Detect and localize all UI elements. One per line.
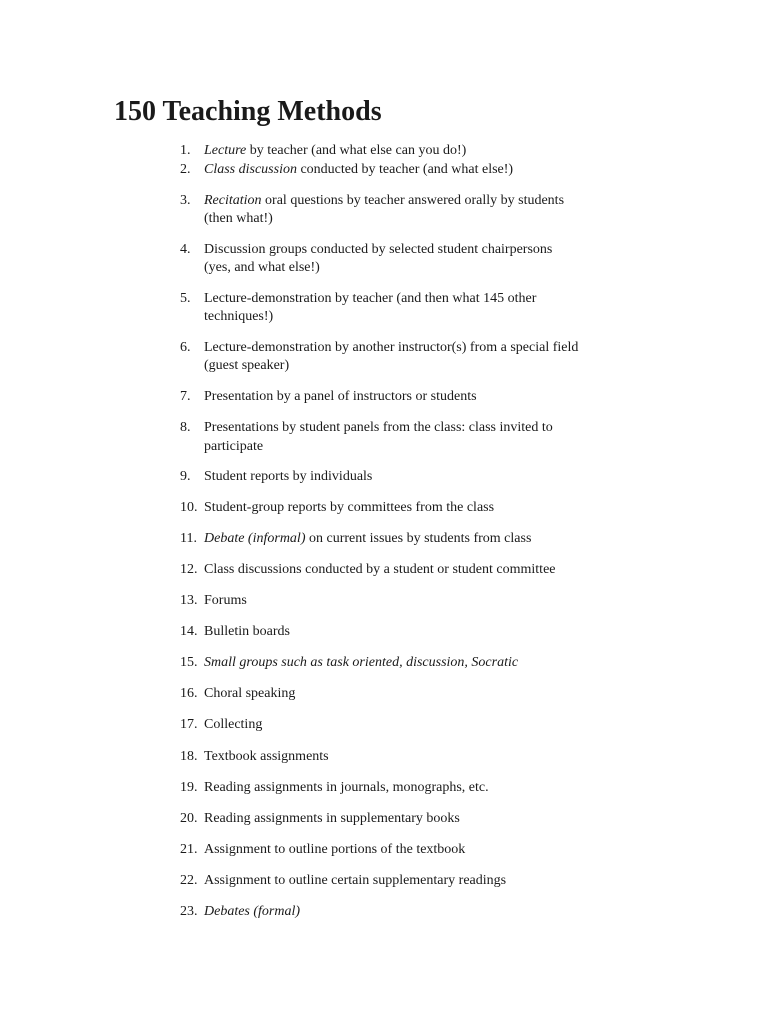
list-item bbox=[180, 161, 580, 180]
item-number: 6. bbox=[180, 339, 191, 355]
item-number: 23. bbox=[180, 903, 198, 919]
item-text: Choral speaking bbox=[204, 686, 296, 702]
list-item bbox=[180, 623, 580, 642]
item-text: Reading assignments in journals, monographs, etc. bbox=[204, 779, 489, 795]
item-text: Assignment to outline certain supplementary readings bbox=[204, 872, 507, 888]
item-number: 8. bbox=[180, 420, 191, 436]
list-item bbox=[180, 841, 580, 860]
list-item bbox=[180, 388, 580, 407]
item-number: 14. bbox=[180, 624, 198, 640]
item-emphasis: Small groups such as task oriented, discussion, Socratic bbox=[204, 655, 519, 671]
item-number: 13. bbox=[180, 593, 198, 609]
list-item bbox=[180, 290, 580, 327]
item-text: Class discussions conducted by a student or student committee bbox=[204, 562, 556, 578]
list-item bbox=[180, 561, 580, 580]
item-text: Student-group reports by committees from the class bbox=[204, 500, 495, 516]
teaching-methods-list bbox=[180, 142, 580, 934]
item-number: 20. bbox=[180, 810, 198, 826]
item-text: oral questions by teacher answered orally by students (then what!) bbox=[204, 192, 565, 227]
list-item bbox=[180, 192, 580, 229]
item-emphasis: Debate (informal) bbox=[204, 531, 306, 547]
item-number: 9. bbox=[180, 469, 191, 485]
item-emphasis: Recitation bbox=[204, 192, 262, 208]
item-text: Discussion groups conducted by selected student chairpersons (yes, and what else!) bbox=[204, 241, 553, 276]
item-text: Presentation by a panel of instructors or students bbox=[204, 388, 477, 404]
list-item bbox=[180, 685, 580, 704]
item-number: 4. bbox=[180, 241, 191, 257]
list-item bbox=[180, 716, 580, 735]
list-item bbox=[180, 810, 580, 829]
list-item bbox=[180, 654, 580, 673]
item-number: 1. bbox=[180, 143, 191, 158]
item-emphasis: Debates (formal) bbox=[204, 903, 301, 919]
item-number: 7. bbox=[180, 388, 191, 404]
item-number: 10. bbox=[180, 500, 198, 516]
list-item bbox=[180, 592, 580, 611]
item-number: 5. bbox=[180, 290, 191, 306]
item-text: Reading assignments in supplementary books bbox=[204, 810, 460, 826]
list-item bbox=[180, 779, 580, 798]
list-item bbox=[180, 339, 580, 376]
list-item bbox=[180, 872, 580, 891]
item-number: 11. bbox=[180, 531, 197, 547]
list-item bbox=[180, 530, 580, 549]
item-text: Textbook assignments bbox=[204, 748, 329, 764]
document-title: 150 Teaching Methods bbox=[114, 96, 382, 127]
list-item bbox=[180, 241, 580, 278]
list-item bbox=[180, 903, 580, 922]
item-text: on current issues by students from class bbox=[305, 531, 532, 547]
item-text: by teacher (and what else can you do!) bbox=[246, 143, 467, 158]
item-text: Forums bbox=[204, 593, 247, 609]
item-number: 3. bbox=[180, 192, 191, 208]
item-number: 16. bbox=[180, 686, 198, 702]
item-emphasis: Lecture bbox=[204, 143, 247, 158]
item-text: conducted by teacher (and what else!) bbox=[296, 161, 514, 177]
item-text: Student reports by individuals bbox=[204, 469, 373, 485]
item-text: Presentations by student panels from the class: class invited to participate bbox=[204, 420, 553, 454]
item-number: 2. bbox=[180, 161, 191, 177]
item-number: 17. bbox=[180, 717, 198, 733]
item-text: Lecture-demonstration by another instructor(s) from a special field (guest speaker) bbox=[204, 339, 579, 374]
list-item bbox=[180, 419, 580, 456]
item-text: Lecture-demonstration by teacher (and then what 145 other techniques!) bbox=[204, 290, 537, 325]
list-item bbox=[180, 499, 580, 518]
list-item bbox=[180, 468, 580, 487]
item-number: 15. bbox=[180, 655, 198, 671]
item-number: 21. bbox=[180, 841, 198, 857]
list-item bbox=[180, 142, 580, 161]
item-number: 19. bbox=[180, 779, 198, 795]
item-emphasis: Class discussion bbox=[204, 161, 297, 177]
list-item bbox=[180, 748, 580, 767]
item-text: Collecting bbox=[204, 717, 263, 733]
item-number: 22. bbox=[180, 872, 198, 888]
item-number: 12. bbox=[180, 562, 198, 578]
item-text: Assignment to outline portions of the textbook bbox=[204, 841, 466, 857]
item-number: 18. bbox=[180, 748, 198, 764]
item-text: Bulletin boards bbox=[204, 624, 290, 640]
